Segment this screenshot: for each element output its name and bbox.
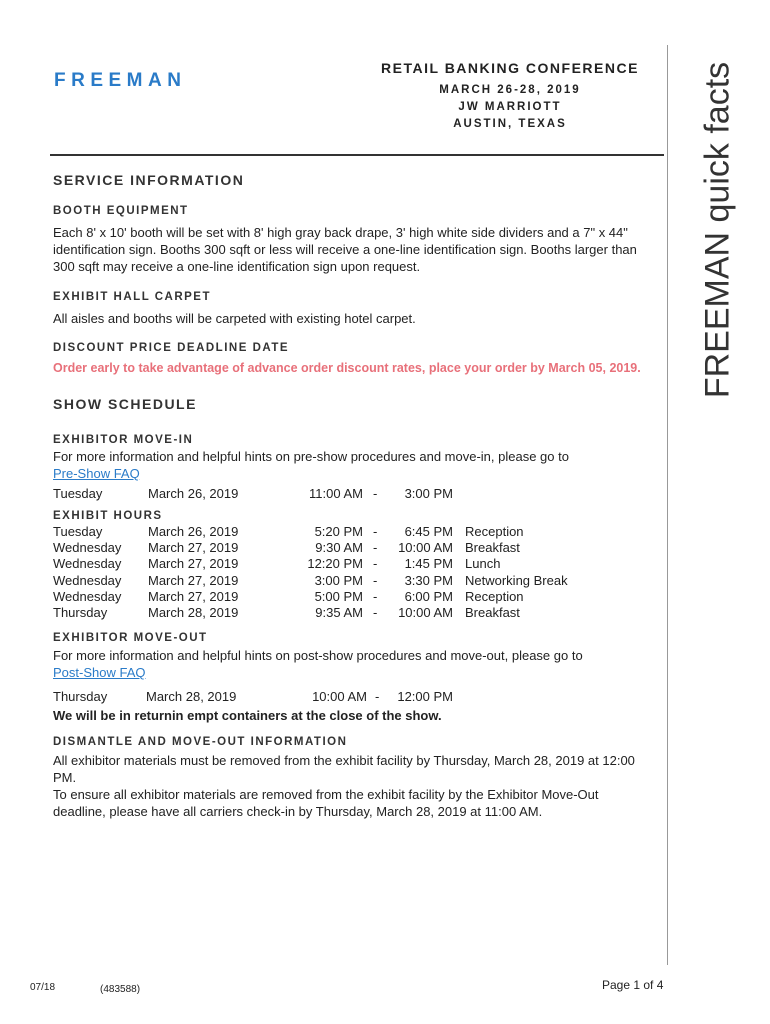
side-divider [667,45,668,965]
schedule-day: Thursday [53,689,108,704]
schedule-end: 10:00 AM [398,540,453,556]
conference-title: RETAIL BANKING CONFERENCE [381,60,639,76]
schedule-dash: - [373,572,378,588]
schedule-row [53,486,653,502]
post-show-faq-link[interactable]: Post-Show FAQ [53,665,146,680]
schedule-date: March 26, 2019 [148,486,239,501]
moveout-text [53,647,653,681]
movein-heading: EXHIBITOR MOVE-IN [53,434,194,446]
schedule-end: 3:00 PM [404,486,453,501]
schedule-row [53,540,653,556]
dismantle-text-1: All exhibitor materials must be removed from the exhibit facility by Thursday, March 28, 2019 at 12:00 PM. [53,753,635,785]
page-number: Page 1 of 4 [602,978,664,992]
schedule-end: 6:45 PM [404,524,453,539]
schedule-date: March 26, 2019 [148,524,239,539]
freeman-logo: FREEMAN [54,70,187,91]
schedule-day: Wednesday [53,556,122,572]
schedule-date: March 27, 2019 [148,556,239,572]
schedule-dash: - [373,588,378,604]
conference-city: AUSTIN, TEXAS [453,118,567,130]
footer-version: 07/18 [30,982,56,993]
schedule-dash: - [373,540,378,556]
dismantle-heading: DISMANTLE AND MOVE-OUT INFORMATION [53,736,348,748]
schedule-start: 3:00 PM [314,572,363,588]
moveout-heading: EXHIBITOR MOVE-OUT [53,632,208,644]
schedule-desc: Networking Break [465,572,568,588]
pre-show-faq-link[interactable]: Pre-Show FAQ [53,466,140,481]
schedule-day: Tuesday [53,486,103,501]
schedule-desc: Breakfast [465,604,520,620]
schedule-heading: SHOW SCHEDULE [53,396,197,412]
schedule-date: March 28, 2019 [146,689,237,704]
schedule-end: 1:45 PM [404,556,453,572]
schedule-start: 12:20 PM [307,556,363,572]
schedule-day: Tuesday [53,524,103,539]
schedule-row [53,556,653,572]
dismantle-text-2: To ensure all exhibitor materials are removed from the exhibit facility by the Exhibitor Move-Out deadline, please have all carriers check-in by Thursday, March 28, 2019 at 11:00 AM. [53,787,599,819]
schedule-day: Wednesday [53,540,122,556]
footer-doc-id: (483588) [100,984,141,995]
schedule-date: March 27, 2019 [148,588,239,604]
deadline-text: Order early to take advantage of advance order discount rates, place your order by March 05, 2019. [53,361,641,375]
moveout-schedule [53,689,653,705]
schedule-start: 9:30 AM [315,540,363,556]
schedule-desc: Breakfast [465,540,520,556]
schedule-start: 10:00 AM [312,689,367,704]
schedule-date: March 28, 2019 [148,604,239,620]
schedule-dash: - [373,604,378,620]
moveout-description: For more information and helpful hints on post-show procedures and move-out, please go to [53,648,583,663]
schedule-row [53,689,653,705]
schedule-desc: Reception [465,524,524,539]
schedule-row [53,524,653,540]
schedule-date: March 27, 2019 [148,540,239,556]
schedule-start: 9:35 AM [315,604,363,620]
exhibit-hours-table [53,524,653,621]
movein-text [53,448,653,482]
schedule-start: 11:00 AM [309,486,363,501]
carpet-heading: EXHIBIT HALL CARPET [53,291,211,303]
schedule-start: 5:20 PM [314,524,363,539]
schedule-dash: - [375,689,380,704]
movein-description: For more information and helpful hints on pre-show procedures and move-in, please go to [53,449,569,464]
schedule-dash: - [373,486,378,501]
conference-dates: MARCH 26-28, 2019 [439,84,581,96]
schedule-row [53,589,653,605]
schedule-date: March 27, 2019 [148,572,239,588]
schedule-start: 5:00 PM [314,588,363,604]
side-title: FREEMAN quick facts [698,61,737,399]
schedule-day: Wednesday [53,588,122,604]
carpet-text: All aisles and booths will be carpeted with existing hotel carpet. [53,311,416,326]
conference-header [360,60,660,133]
schedule-day: Thursday [53,604,108,620]
movein-schedule [53,486,653,502]
schedule-end: 3:30 PM [404,572,453,588]
schedule-end: 10:00 AM [398,604,453,620]
booth-text: Each 8' x 10' booth will be set with 8' high gray back drape, 3' high white side dividers and a 7" x 44" identification sign. Booths 300 sqft or less will receive a one-line identification sign. Booths larger than 300 sqft may receive a one-line identification sign upon request. [53,225,637,274]
schedule-desc: Lunch [465,556,501,572]
booth-heading: BOOTH EQUIPMENT [53,205,189,217]
schedule-row [53,605,653,621]
deadline-heading: DISCOUNT PRICE DEADLINE DATE [53,342,290,354]
schedule-desc: Reception [465,588,524,604]
conference-venue: JW MARRIOTT [458,101,562,113]
header-divider [50,154,664,156]
schedule-dash: - [373,556,378,572]
schedule-dash: - [373,524,378,539]
schedule-end: 6:00 PM [404,588,453,604]
hours-heading: EXHIBIT HOURS [53,510,163,522]
containers-note: We will be in returnin empt containers at the close of the show. [53,708,442,723]
schedule-row [53,573,653,589]
schedule-end: 12:00 PM [397,689,453,704]
schedule-day: Wednesday [53,572,122,588]
service-heading: SERVICE INFORMATION [53,172,245,188]
